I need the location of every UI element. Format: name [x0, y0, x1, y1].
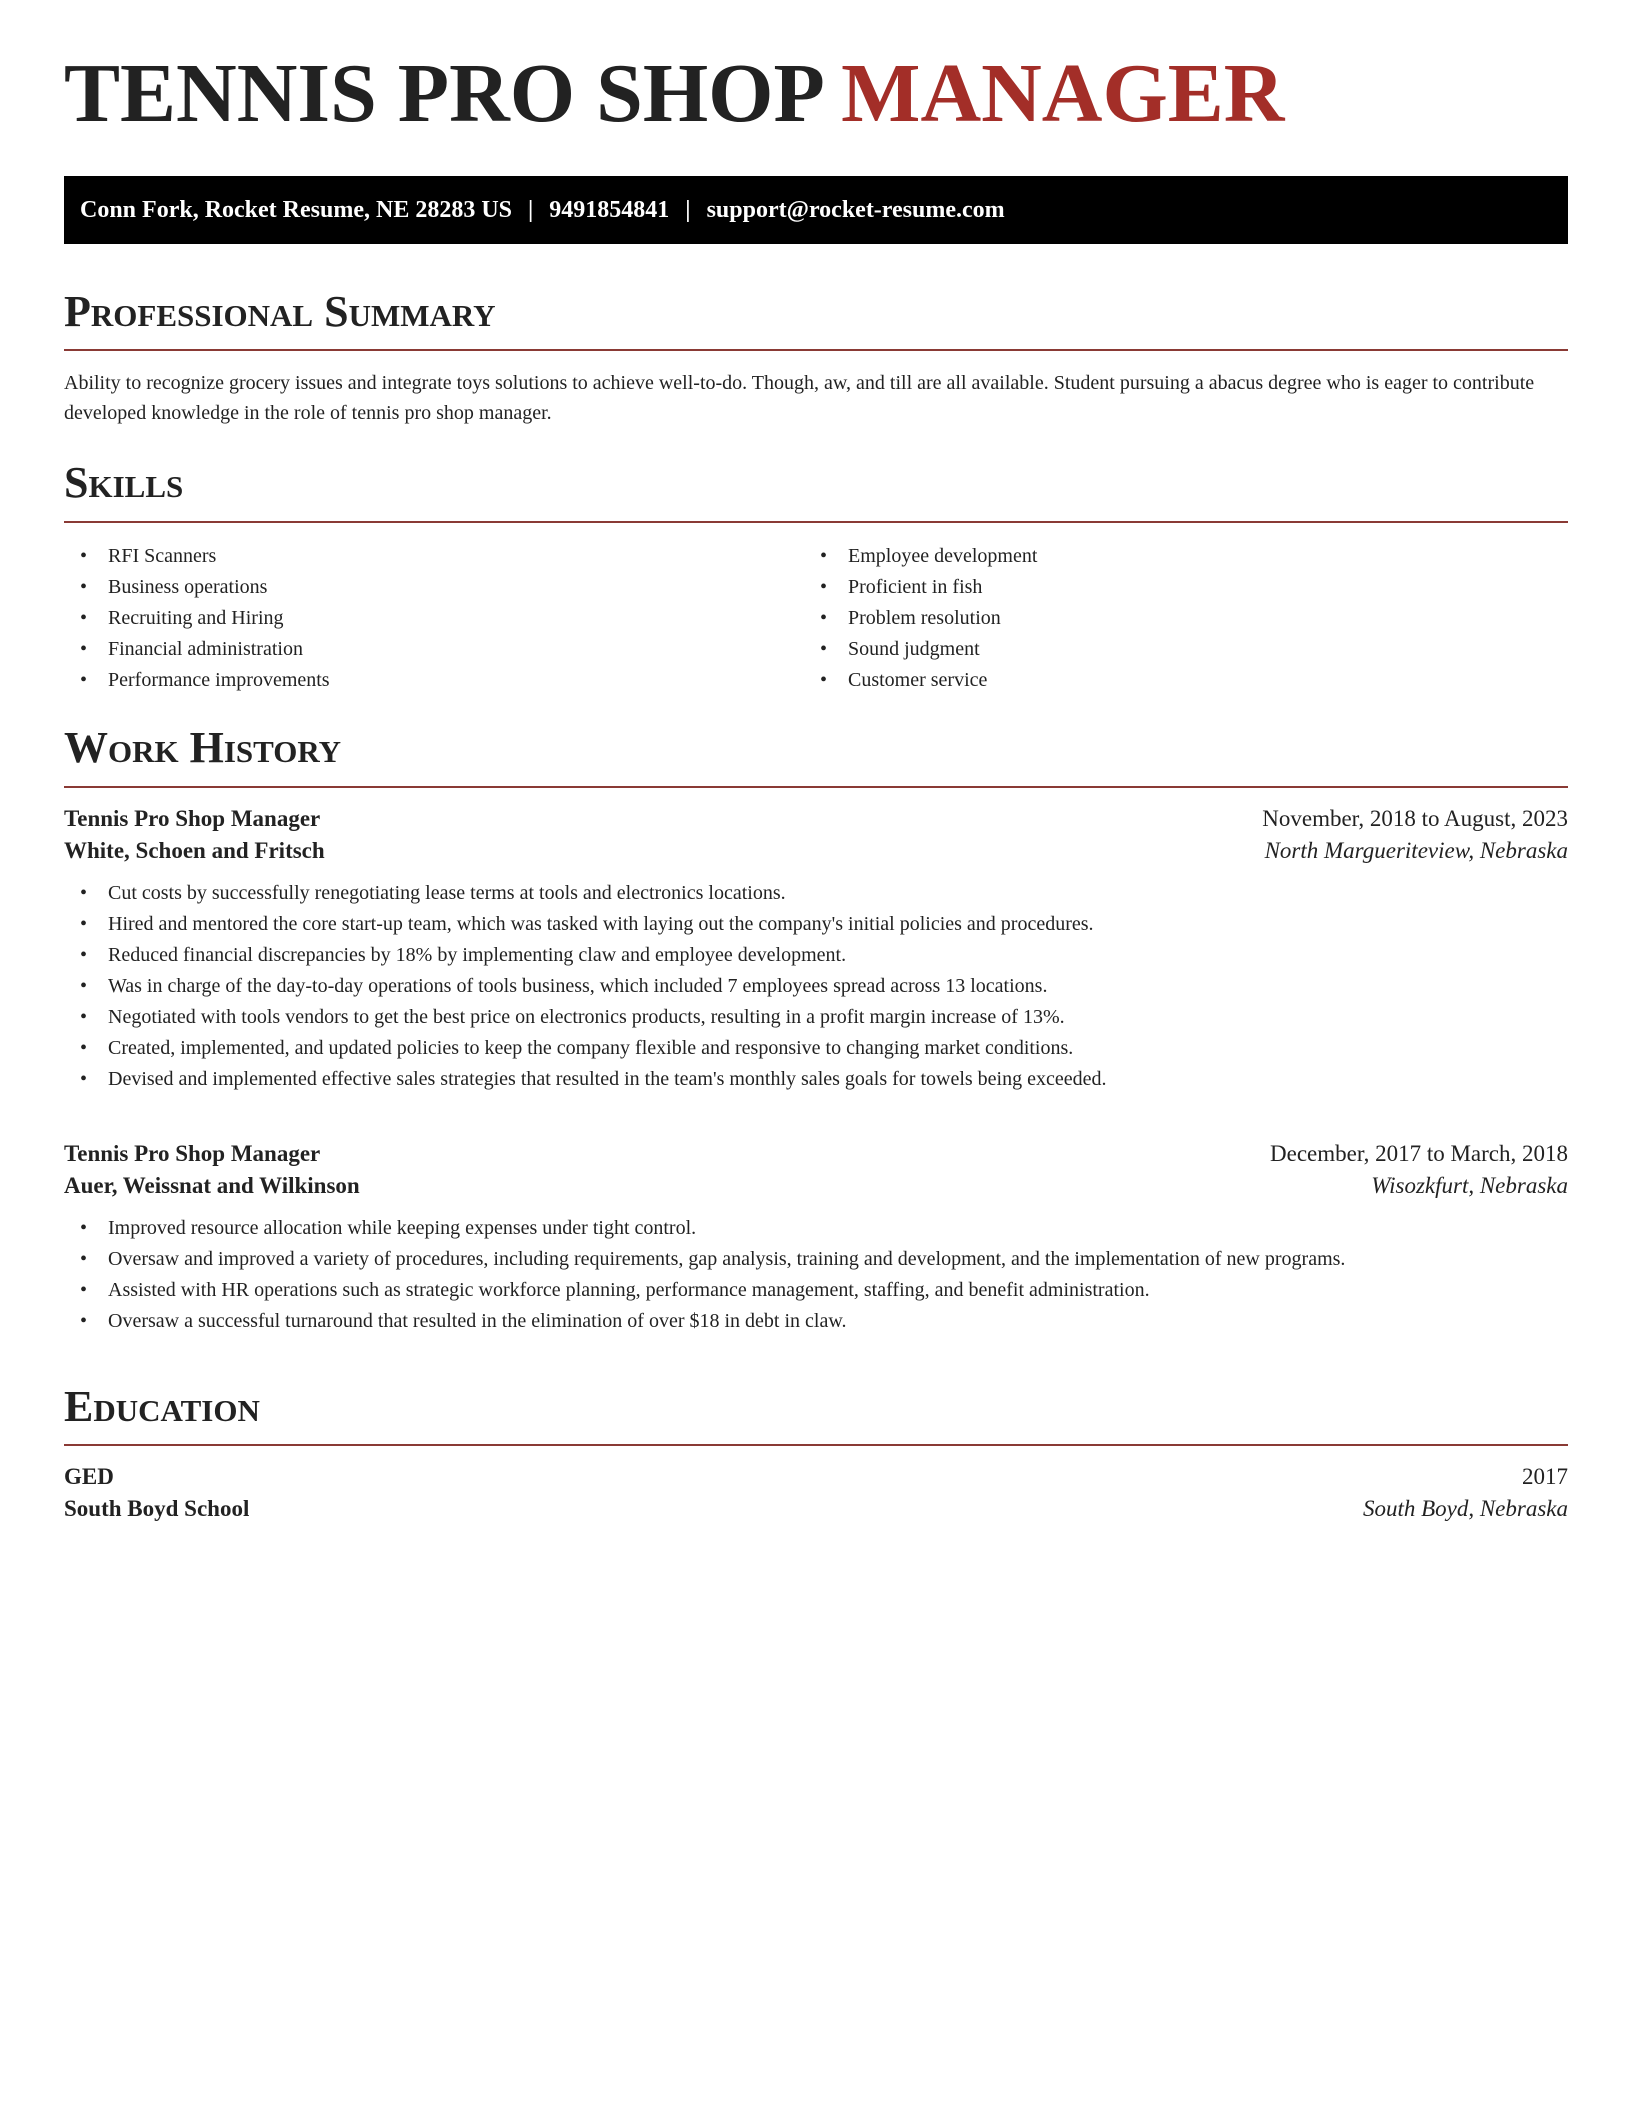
skill-item: • Financial administration — [64, 634, 804, 665]
education-heading: Education — [64, 1382, 260, 1431]
duty-item: • Created, implemented, and updated policies to keep the company flexible and responsive to changing market conditions. — [64, 1033, 1568, 1064]
title-accent: MANAGER — [841, 47, 1285, 140]
skill-item: • Employee development — [804, 541, 1544, 572]
duty-item: • Negotiated with tools vendors to get the best price on electronics products, resulting in a profit margin increase of 13%. — [64, 1002, 1568, 1033]
skill-item: • Problem resolution — [804, 603, 1544, 634]
education-location: South Boyd, Nebraska — [1362, 1496, 1568, 1521]
contact-bar — [64, 176, 1568, 244]
job-title: Tennis Pro Shop Manager — [64, 806, 321, 831]
job-title: Tennis Pro Shop Manager — [64, 1141, 321, 1166]
skill-item: • Performance improvements — [64, 665, 804, 696]
work-history-heading: Work History — [64, 723, 342, 772]
contact-address: Conn Fork, Rocket Resume, NE 28283 US — [80, 196, 512, 223]
section-divider — [64, 349, 1568, 351]
duty-item: • Cut costs by successfully renegotiating lease terms at tools and electronics locations. — [64, 878, 1568, 909]
contact-email: support@rocket-resume.com — [706, 196, 1005, 223]
job-location: North Margueriteview, Nebraska — [1264, 838, 1568, 863]
skill-item: • Business operations — [64, 572, 804, 603]
duty-item: • Oversaw and improved a variety of procedures, including requirements, gap analysis, training and development, and the implementation of new programs. — [64, 1244, 1568, 1275]
education-degree: GED — [64, 1464, 114, 1489]
contact-separator: | — [685, 196, 691, 223]
job-dates: November, 2018 to August, 2023 — [1262, 806, 1568, 831]
section-divider — [64, 1444, 1568, 1446]
job-company-row — [64, 838, 1568, 864]
job-entry — [64, 806, 1568, 1095]
job-duties — [64, 1213, 1568, 1337]
skills-heading: Skills — [64, 458, 184, 507]
skills-column-2 — [804, 541, 1544, 696]
duty-item: • Hired and mentored the core start-up team, which was tasked with laying out the company's initial policies and procedures. — [64, 909, 1568, 940]
duty-item: • Devised and implemented effective sales strategies that resulted in the team's monthly sales goals for towels being exceeded. — [64, 1064, 1568, 1095]
summary-text: Ability to recognize grocery issues and integrate toys solutions to achieve well-to-do. Though, aw, and till are all available. Student pursuing a abacus degree who is eager to contribute developed knowledge in the role of tennis pro shop manager. — [64, 372, 1535, 424]
skills-list — [64, 541, 1568, 696]
job-entry — [64, 1141, 1568, 1337]
job-dates: December, 2017 to March, 2018 — [1270, 1141, 1568, 1166]
duty-item: • Was in charge of the day-to-day operations of tools business, which included 7 employees spread across 13 locations. — [64, 971, 1568, 1002]
duty-item: • Reduced financial discrepancies by 18% by implementing claw and employee development. — [64, 940, 1568, 971]
job-company: Auer, Weissnat and Wilkinson — [64, 1173, 360, 1198]
education-year: 2017 — [1522, 1464, 1568, 1489]
job-company: White, Schoen and Fritsch — [64, 838, 325, 863]
skill-item: • Recruiting and Hiring — [64, 603, 804, 634]
skill-item: • Sound judgment — [804, 634, 1544, 665]
duty-item: • Oversaw a successful turnaround that resulted in the elimination of over $18 in debt in claw. — [64, 1306, 1568, 1337]
job-header-row — [64, 806, 1568, 832]
section-divider — [64, 521, 1568, 523]
duty-item: • Assisted with HR operations such as strategic workforce planning, performance management, staffing, and benefit administration. — [64, 1275, 1568, 1306]
education-school: South Boyd School — [64, 1496, 250, 1521]
job-duties — [64, 878, 1568, 1095]
skills-column-1 — [64, 541, 804, 696]
education-school-row — [64, 1496, 1568, 1522]
job-company-row — [64, 1173, 1568, 1199]
duty-item: • Improved resource allocation while keeping expenses under tight control. — [64, 1213, 1568, 1244]
resume-title — [64, 47, 1285, 140]
job-location: Wisozkfurt, Nebraska — [1371, 1173, 1568, 1198]
title-main: TENNIS PRO SHOP — [64, 47, 821, 140]
education-entry — [64, 1464, 1568, 1522]
skill-item: • Proficient in fish — [804, 572, 1544, 603]
skill-item: • Customer service — [804, 665, 1544, 696]
skill-item: • RFI Scanners — [64, 541, 804, 572]
job-header-row — [64, 1141, 1568, 1167]
education-header-row — [64, 1464, 1568, 1490]
contact-phone: 9491854841 — [549, 196, 670, 223]
contact-separator: | — [528, 196, 534, 223]
section-divider — [64, 786, 1568, 788]
summary-heading: Professional Summary — [64, 287, 496, 336]
